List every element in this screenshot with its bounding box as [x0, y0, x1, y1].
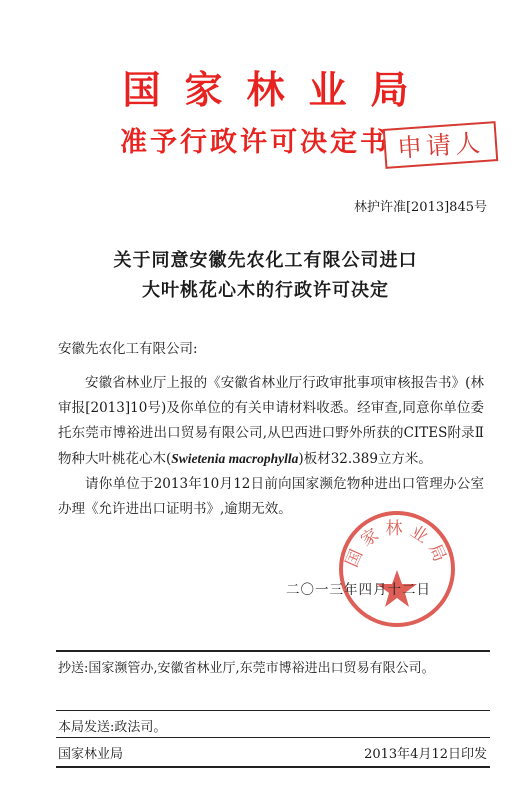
internal-recipient: 政法司。 — [114, 720, 167, 735]
document-title-line1: 关于同意安徽先农化工有限公司进口 — [113, 250, 418, 271]
internal-label: 本局发送: — [58, 720, 115, 735]
document-title-line2: 大叶桃花心木的行政许可决定 — [142, 280, 389, 301]
print-date: 2013年4月12日印发 — [364, 747, 487, 762]
body-paragraph-1 — [58, 371, 484, 472]
divider-top — [56, 650, 490, 652]
document-number: 林护许准[2013]845号 — [353, 200, 487, 215]
cc-label: 抄送: — [58, 661, 89, 676]
official-seal — [338, 510, 456, 628]
divider-bottom — [56, 766, 490, 768]
header-decision-title: 准予行政许可决定书 — [120, 127, 390, 157]
para1-end-text: )板材32.389立方米。 — [298, 451, 432, 467]
cc-list — [58, 657, 484, 681]
decision-date: 二〇一三年四月十二日 — [286, 582, 431, 598]
header-agency: 国家林业局 — [122, 70, 433, 112]
internal-distribution — [58, 716, 166, 735]
divider-lower — [56, 737, 490, 738]
applicant-stamp: 申请人 — [383, 121, 499, 169]
seal-text: 国家林业局 — [342, 519, 452, 570]
para1-text: 安徽省林业厅上报的《安徽省林业厅行政审批事项审核报告书》(林审报[2013]10号)及你单位的有关申请材料收悉。经审查,同意你单位委托东莞市博裕进出口贸易有限公司,从巴西进口野外所获的CITES附录Ⅱ物种大叶桃花心木( — [58, 375, 484, 467]
body-paragraph-2: 请你单位于2013年10月12日前向国家濒危物种进出口管理办公室办理《允许进出口证明书》,逾期无效。 — [58, 476, 484, 517]
cc-recipients: 国家濒管办,安徽省林业厅,东莞市博裕进出口贸易有限公司。 — [88, 661, 435, 676]
divider-middle — [56, 710, 490, 711]
document-body — [58, 371, 484, 522]
issuer-agency: 国家林业局 — [58, 747, 124, 762]
species-latin-name: Swietenia macrophylla — [171, 451, 299, 466]
salutation: 安徽先农化工有限公司: — [58, 341, 198, 357]
